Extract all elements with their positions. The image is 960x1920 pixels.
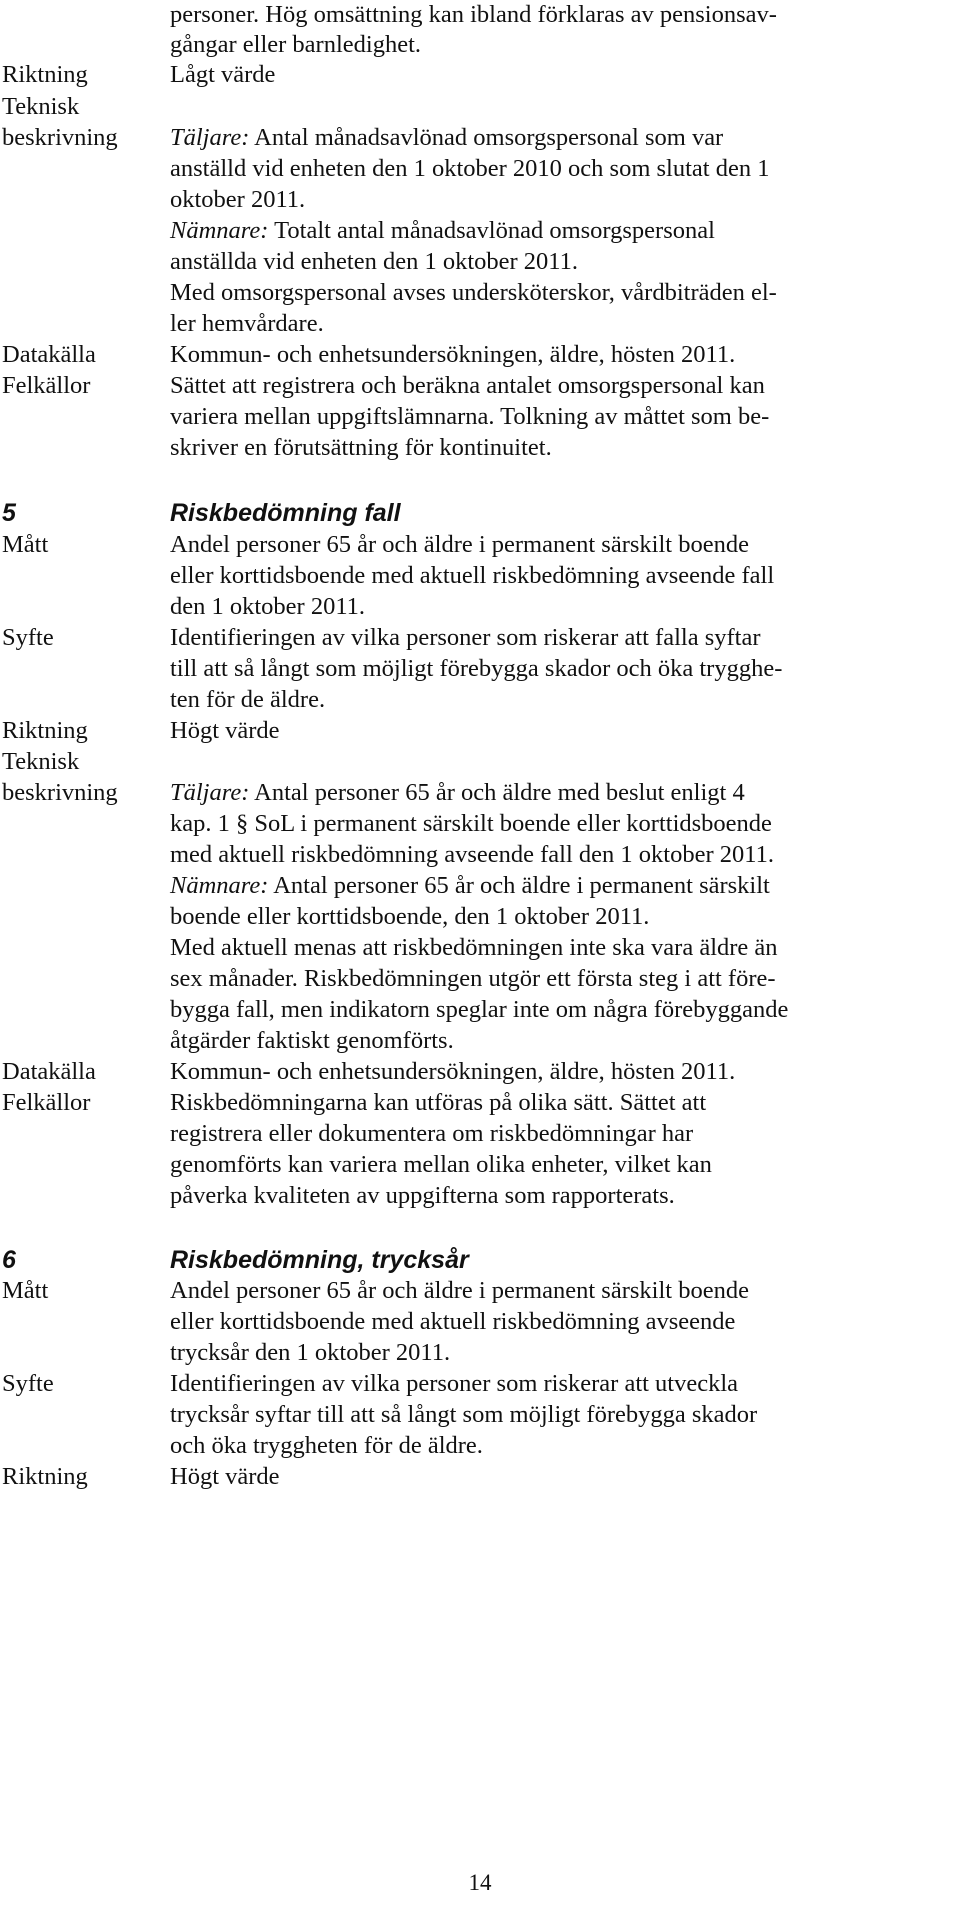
felkallor-line: genomförts kan variera mellan olika enheter, vilket kan — [170, 1151, 712, 1178]
field-label-matt: Mått — [2, 531, 49, 558]
field-value-riktning: Lågt värde — [170, 61, 276, 88]
description-line: kap. 1 § SoL i permanent särskilt boende eller korttidsboende — [170, 810, 772, 837]
field-label-matt: Mått — [2, 1277, 49, 1304]
matt-line: eller korttidsboende med aktuell riskbedömning avseende fall — [170, 562, 775, 589]
page-number: 14 — [468, 1870, 492, 1895]
syfte-line: och öka tryggheten för de äldre. — [170, 1432, 483, 1459]
namnare-label: Nämnare: — [170, 872, 269, 899]
felkallor-line: variera mellan uppgiftslämnarna. Tolkning av måttet som be- — [170, 403, 770, 430]
description-line: med aktuell riskbedömning avseende fall den 1 oktober 2011. — [170, 841, 774, 868]
section-number: 5 — [2, 499, 16, 527]
matt-line: Andel personer 65 år och äldre i permanent särskilt boende — [170, 1277, 749, 1304]
description-line: anställda vid enheten den 1 oktober 2011. — [170, 248, 578, 275]
field-label-riktning: Riktning — [2, 1463, 88, 1490]
description-line: sex månader. Riskbedömningen utgör ett första steg i att före- — [170, 965, 776, 992]
namnare-label: Nämnare: — [170, 217, 269, 244]
field-value-riktning: Högt värde — [170, 717, 280, 744]
syfte-line: ten för de äldre. — [170, 686, 326, 713]
matt-line: den 1 oktober 2011. — [170, 593, 366, 620]
description-line: Med omsorgspersonal avses undersköterskor, vårdbiträden el- — [170, 279, 777, 306]
field-label-beskrivning: beskrivning — [2, 124, 118, 151]
description-line — [170, 123, 723, 153]
field-value-datakalla: Kommun- och enhetsundersökningen, äldre, hösten 2011. — [170, 1058, 736, 1085]
field-label-datakalla: Datakälla — [2, 1058, 96, 1085]
felkallor-line: skriver en förutsättning för kontinuitet. — [170, 434, 552, 461]
syfte-line: Identifieringen av vilka personer som riskerar att falla syftar — [170, 624, 761, 651]
namnare-text: Antal personer 65 år och äldre i permanent särskilt — [268, 872, 770, 899]
section-title: Riskbedömning, trycksår — [170, 1246, 469, 1274]
syfte-line: trycksår syftar till att så långt som möjligt förebygga skador — [170, 1401, 758, 1428]
field-label-felkallor: Felkällor — [2, 372, 91, 399]
field-label-syfte: Syfte — [2, 624, 54, 651]
field-label-riktning: Riktning — [2, 717, 88, 744]
taljare-label: Täljare: — [170, 124, 250, 151]
taljare-label: Täljare: — [170, 779, 250, 806]
field-label-datakalla: Datakälla — [2, 341, 96, 368]
field-label-riktning: Riktning — [2, 61, 88, 88]
description-line — [170, 216, 715, 246]
matt-line: trycksår den 1 oktober 2011. — [170, 1339, 451, 1366]
section-number: 6 — [2, 1246, 16, 1274]
description-line — [170, 871, 770, 901]
namnare-text: Totalt antal månadsavlönad omsorgspersonal — [268, 217, 715, 244]
body-text-line: gångar eller barnledighet. — [170, 31, 422, 58]
description-line: ler hemvårdare. — [170, 310, 324, 337]
description-line: Med aktuell menas att riskbedömningen inte ska vara äldre än — [170, 934, 778, 961]
syfte-line: till att så långt som möjligt förebygga skador och öka trygghe- — [170, 655, 783, 682]
field-label-teknisk: Teknisk — [2, 748, 80, 775]
syfte-line: Identifieringen av vilka personer som riskerar att utveckla — [170, 1370, 739, 1397]
description-line: boende eller korttidsboende, den 1 oktober 2011. — [170, 903, 650, 930]
field-value-datakalla: Kommun- och enhetsundersökningen, äldre, hösten 2011. — [170, 341, 736, 368]
field-label-syfte: Syfte — [2, 1370, 54, 1397]
field-label-felkallor: Felkällor — [2, 1089, 91, 1116]
felkallor-line: Sättet att registrera och beräkna antalet omsorgspersonal kan — [170, 372, 765, 399]
description-line: åtgärder faktiskt genomförts. — [170, 1027, 454, 1054]
section-title: Riskbedömning fall — [170, 499, 401, 527]
taljare-text: Antal månadsavlönad omsorgspersonal som var — [249, 124, 724, 151]
body-text-line: personer. Hög omsättning kan ibland förklaras av pensionsav- — [170, 1, 777, 28]
description-line: oktober 2011. — [170, 186, 306, 213]
field-label-teknisk: Teknisk — [2, 93, 80, 120]
felkallor-line: registrera eller dokumentera om riskbedömningar har — [170, 1120, 694, 1147]
description-line — [170, 778, 745, 808]
description-line: anställd vid enheten den 1 oktober 2010 och som slutat den 1 — [170, 155, 770, 182]
field-label-beskrivning: beskrivning — [2, 779, 118, 806]
description-line: bygga fall, men indikatorn speglar inte om några förebyggande — [170, 996, 789, 1023]
matt-line: eller korttidsboende med aktuell riskbedömning avseende — [170, 1308, 736, 1335]
felkallor-line: Riskbedömningarna kan utföras på olika sätt. Sättet att — [170, 1089, 707, 1116]
field-value-riktning: Högt värde — [170, 1463, 280, 1490]
matt-line: Andel personer 65 år och äldre i permanent särskilt boende — [170, 531, 749, 558]
felkallor-line: påverka kvaliteten av uppgifterna som rapporterats. — [170, 1182, 675, 1209]
taljare-text: Antal personer 65 år och äldre med beslut enligt 4 — [249, 779, 745, 806]
